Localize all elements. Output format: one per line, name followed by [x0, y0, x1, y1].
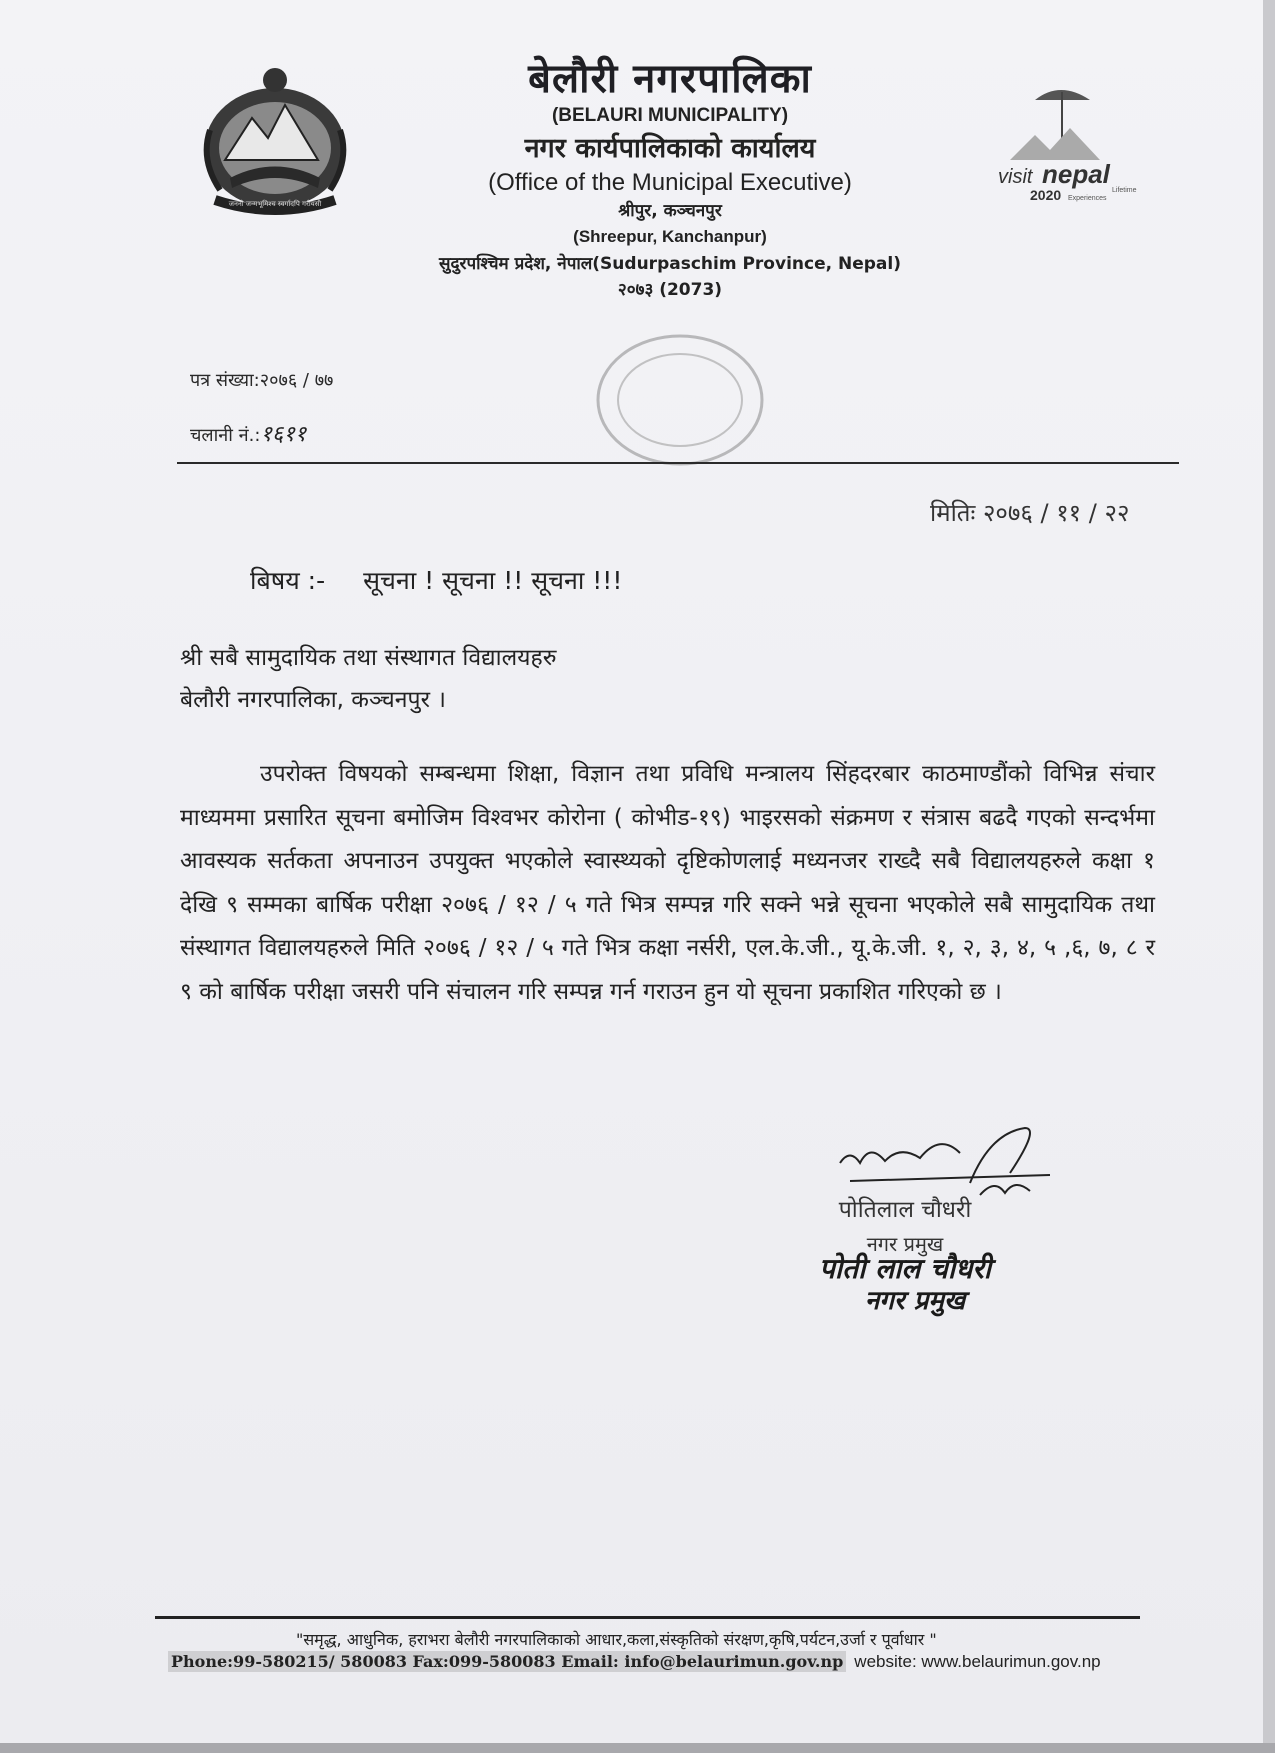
website: website: www.belaurimun.gov.np: [854, 1652, 1101, 1671]
subject-line: [250, 563, 622, 597]
visit-nepal-logo: [990, 80, 1140, 210]
recipient-line-2: बेलौरी नगरपालिका, कञ्चनपुर ।: [180, 687, 447, 713]
municipality-name-np: बेलौरी नगरपालिका: [528, 56, 812, 102]
page-edge: [1263, 0, 1275, 1753]
notice-body: उपरोक्त विषयको सम्बन्धमा शिक्षा, विज्ञान तथा प्रविधि मन्त्रालय सिंहदरबार काठमाण्डौंको विभिन्न संचार माध्यममा प्रसारित सूचना बमोजिम विश्वभर कोरोना ( कोभीड-१९) भाइरसको संक्रमण र संत्रास बढदै गएको सन्दर्भमा आवस्यक सर्तकता अपनाउन उपयुक्त भएकोले स्वास्थ्यको दृष्टिकोणलाई मध्यनजर राख्दै सबै विद्यालयहरुले कक्षा १ देखि ९ सम्मका बार्षिक परीक्षा २०७६ / १२ / ५ गते भित्र सम्पन्न गरि सक्ने भन्ने सूचना भएकोले सबै सामुदायिक तथा संस्थागत विद्यालयहरुले मिति २०७६ / १२ / ५ गते भित्र कक्षा नर्सरी, एल.के.जी., यू.के.जी. १, २, ३, ४, ५ ,६, ७, ८ र ९ को बार्षिक परीक्षा जसरी पनि संचालन गरि सम्पन्न गर्न गराउन हुन यो सूचना प्रकाशित गरिएको छ ।: [180, 761, 1155, 1005]
handwritten-signature: [830, 1123, 1080, 1203]
established-year: २०७३ (2073): [617, 280, 723, 301]
visit-year: 2020: [1030, 187, 1062, 203]
visit-tag-experiences: Experiences: [1068, 195, 1107, 202]
signatory-title: नगर प्रमुख: [866, 1231, 944, 1256]
page-edge-bottom: [0, 1743, 1275, 1753]
name-stamp: पोती लाल चौधरी: [818, 1251, 992, 1285]
province: सुदुरपश्चिम प्रदेश, नेपाल(Sudurpaschim Province, Nepal): [439, 253, 901, 274]
recipient-line-1: श्री सबै सामुदायिक तथा संस्थागत विद्यालयहरु: [180, 645, 557, 671]
visit-word: visit: [998, 166, 1033, 188]
letter-number-value: २०७६ / ७७: [259, 370, 334, 391]
recipient-address: [180, 637, 556, 721]
nepal-emblem-logo: [190, 60, 360, 220]
visit-tag-lifetime: Lifetime: [1112, 187, 1137, 194]
municipality-name-en: (BELAURI MUNICIPALITY): [551, 105, 789, 126]
signatory-name: पोतिलाल चौधरी: [838, 1197, 972, 1223]
svg-text:जननी जन्मभूमिश्च स्वर्गादपि गर: जननी जन्मभूमिश्च स्वर्गादपि गरीयसी: [228, 200, 322, 208]
footer-contact: [168, 1652, 1101, 1672]
city-np: श्रीपुर, कञ्चनपुर: [618, 201, 722, 222]
signature-block: [780, 1196, 1030, 1318]
office-name-en: (Office of the Municipal Executive): [488, 168, 852, 196]
contact-info: Phone:99-580215/ 580083 Fax:099-580083 Email: info@belaurimun.gov.np: [168, 1651, 846, 1672]
subject-label: बिषय :-: [250, 566, 326, 595]
footer-divider: [155, 1616, 1140, 1619]
dispatch-number: [190, 418, 306, 448]
title-stamp: नगर प्रमुख: [864, 1285, 966, 1316]
nepal-word: nepal: [1042, 159, 1110, 189]
city-en: (Shreepur, Kanchanpur): [573, 227, 767, 247]
subject-text: सूचना ! सूचना !! सूचना !!!: [363, 566, 623, 595]
office-name-np: नगर कार्यपालिकाको कार्यालय: [524, 132, 816, 164]
letter-date: मितिः २०७६ / ११ / २२: [930, 499, 1130, 527]
letter-number: [190, 368, 333, 392]
office-seal-stamp: [590, 330, 770, 470]
header-divider: [177, 462, 1179, 464]
footer-tagline: "समृद्ध, आधुनिक, हराभरा बेलौरी नगरपालिकाको आधार,कला,संस्कृतिको संरक्षण,कृषि,पर्यटन,उर्जा र पूर्वाधार ": [296, 1630, 937, 1649]
dispatch-number-value: १६११: [260, 422, 307, 447]
letter-number-label: पत्र संख्या:: [190, 370, 260, 391]
dispatch-number-label: चलानी नं.:: [190, 425, 261, 446]
letterhead: [390, 56, 950, 304]
